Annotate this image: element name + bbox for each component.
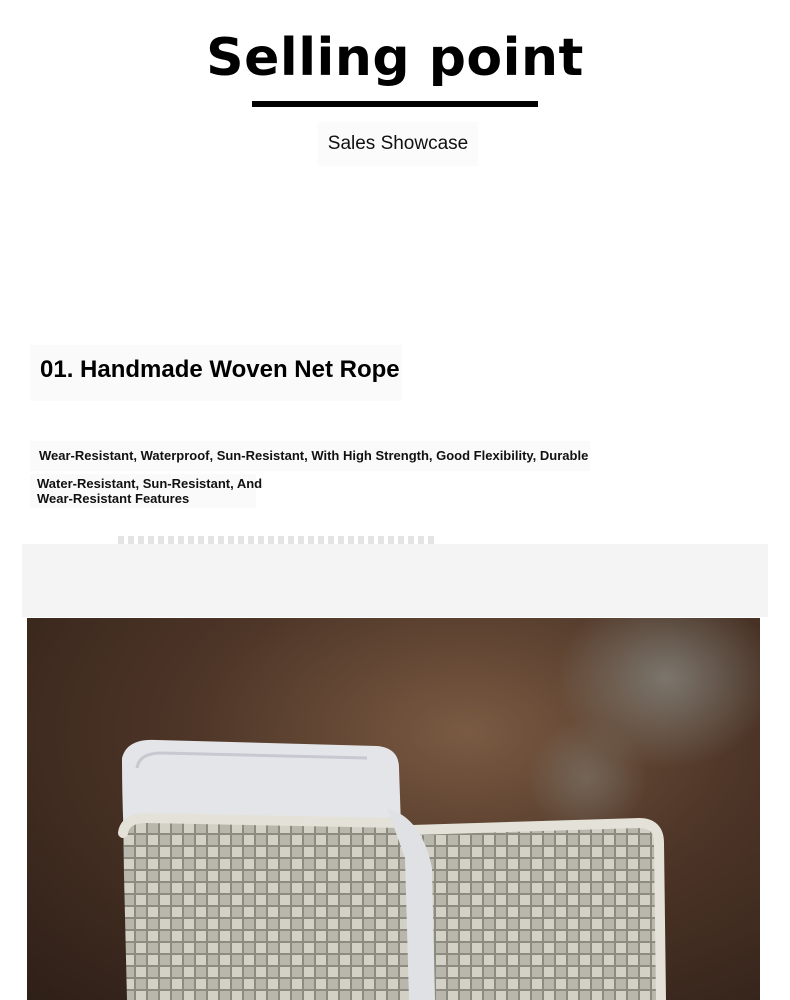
feature-description-line: Wear-Resistant, Waterproof, Sun-Resistant, With High Strength, Good Flexibility, Durable [39,448,589,463]
feature-heading: 01. Handmade Woven Net Rope [40,356,400,383]
gray-panel [22,544,768,617]
feature-description-line: Water-Resistant, Sun-Resistant, And Wear-Resistant Features [37,476,263,506]
page-title: Selling point [206,28,584,88]
product-photo [27,618,760,1000]
title-underline [252,101,538,107]
woven-chair-illustration [27,618,760,1000]
section-subtitle: Sales Showcase [318,122,478,166]
